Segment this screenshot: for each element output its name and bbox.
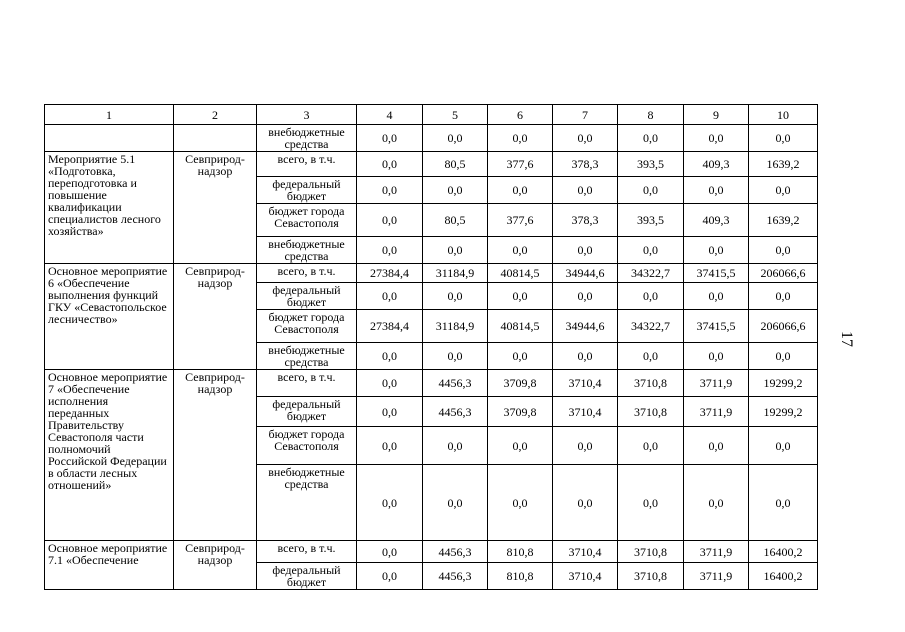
header-cell: 6 [488, 105, 553, 125]
value-cell: 0,0 [488, 125, 553, 152]
activity-name-cell: Основное мероприятие 7 «Обеспечение исполнения переданных Правительству Севастополя части полномочий Российской Федерации в области лесных отношений» [45, 370, 174, 541]
value-cell: 0,0 [684, 125, 749, 152]
value-cell: 0,0 [749, 465, 818, 541]
value-cell: 409,3 [684, 204, 749, 237]
value-cell: 0,0 [423, 283, 488, 310]
value-cell: 0,0 [357, 397, 423, 427]
header-cell: 2 [174, 105, 257, 125]
value-cell: 4456,3 [423, 397, 488, 427]
activity-name-cell: Основное мероприятие 6 «Обеспечение выполнения функций ГКУ «Севастопольское лесничество» [45, 264, 174, 370]
value-cell: 3710,4 [553, 541, 618, 563]
value-cell: 0,0 [357, 152, 423, 177]
value-cell: 810,8 [488, 541, 553, 563]
value-cell: 0,0 [488, 177, 553, 204]
table-body [45, 105, 818, 590]
value-cell: 0,0 [553, 177, 618, 204]
value-cell: 4456,3 [423, 541, 488, 563]
value-cell: 393,5 [618, 152, 684, 177]
executor-cell: Севприрод-надзор [174, 370, 257, 541]
value-cell: 378,3 [553, 204, 618, 237]
header-cell: 7 [553, 105, 618, 125]
value-cell: 0,0 [684, 237, 749, 264]
value-cell: 37415,5 [684, 264, 749, 283]
value-cell: 3711,9 [684, 563, 749, 590]
value-cell: 378,3 [553, 152, 618, 177]
value-cell: 0,0 [488, 465, 553, 541]
value-cell: 0,0 [749, 237, 818, 264]
value-cell: 3709,8 [488, 370, 553, 397]
value-cell: 0,0 [488, 237, 553, 264]
value-cell: 0,0 [618, 465, 684, 541]
value-cell: 31184,9 [423, 310, 488, 343]
value-cell: 0,0 [423, 427, 488, 465]
activity-name-cell: Мероприятие 5.1 «Подготовка, переподготовка и повышение квалификации специалистов лесного хозяйства» [45, 152, 174, 264]
page-number: 17 [838, 331, 855, 347]
value-cell: 3710,8 [618, 397, 684, 427]
funding-source-cell: федеральный бюджет [257, 397, 357, 427]
value-cell: 1639,2 [749, 152, 818, 177]
value-cell: 0,0 [423, 125, 488, 152]
value-cell: 0,0 [749, 125, 818, 152]
value-cell: 0,0 [749, 177, 818, 204]
value-cell: 0,0 [357, 237, 423, 264]
funding-source-cell: бюджет города Севастополя [257, 310, 357, 343]
value-cell: 0,0 [618, 237, 684, 264]
executor-cell: Севприрод-надзор [174, 152, 257, 264]
table-row [45, 152, 818, 177]
value-cell: 3711,9 [684, 541, 749, 563]
header-cell: 3 [257, 105, 357, 125]
value-cell: 409,3 [684, 152, 749, 177]
value-cell: 3711,9 [684, 397, 749, 427]
value-cell: 19299,2 [749, 370, 818, 397]
value-cell: 0,0 [618, 177, 684, 204]
value-cell: 3710,8 [618, 563, 684, 590]
value-cell: 40814,5 [488, 310, 553, 343]
value-cell: 3709,8 [488, 397, 553, 427]
funding-source-cell: федеральный бюджет [257, 563, 357, 590]
value-cell: 0,0 [618, 343, 684, 370]
value-cell: 16400,2 [749, 541, 818, 563]
value-cell: 4456,3 [423, 370, 488, 397]
value-cell: 34322,7 [618, 264, 684, 283]
funding-source-cell: бюджет города Севастополя [257, 204, 357, 237]
header-cell: 5 [423, 105, 488, 125]
value-cell: 0,0 [684, 343, 749, 370]
value-cell: 377,6 [488, 204, 553, 237]
value-cell: 3710,4 [553, 397, 618, 427]
value-cell: 810,8 [488, 563, 553, 590]
budget-table [44, 104, 818, 590]
funding-source-cell: федеральный бюджет [257, 283, 357, 310]
value-cell: 0,0 [357, 427, 423, 465]
value-cell: 0,0 [357, 563, 423, 590]
value-cell: 0,0 [749, 283, 818, 310]
header-cell: 10 [749, 105, 818, 125]
value-cell: 0,0 [357, 177, 423, 204]
funding-source-cell: внебюджетные средства [257, 465, 357, 541]
table-row [45, 125, 818, 152]
funding-source-cell: всего, в т.ч. [257, 370, 357, 397]
value-cell: 34322,7 [618, 310, 684, 343]
value-cell: 0,0 [553, 237, 618, 264]
executor-cell: Севприрод-надзор [174, 541, 257, 590]
value-cell: 19299,2 [749, 397, 818, 427]
table-row [45, 264, 818, 283]
header-cell: 8 [618, 105, 684, 125]
value-cell: 3710,8 [618, 541, 684, 563]
value-cell: 0,0 [488, 283, 553, 310]
value-cell: 377,6 [488, 152, 553, 177]
value-cell: 0,0 [749, 343, 818, 370]
value-cell: 0,0 [423, 177, 488, 204]
value-cell: 0,0 [357, 370, 423, 397]
value-cell: 0,0 [357, 343, 423, 370]
value-cell: 0,0 [684, 177, 749, 204]
value-cell: 3710,4 [553, 370, 618, 397]
value-cell: 0,0 [618, 427, 684, 465]
value-cell: 0,0 [488, 427, 553, 465]
funding-source-cell: бюджет города Севастополя [257, 427, 357, 465]
value-cell: 0,0 [423, 343, 488, 370]
executor-cell [174, 125, 257, 152]
value-cell: 0,0 [423, 237, 488, 264]
value-cell: 0,0 [488, 343, 553, 370]
value-cell: 0,0 [618, 125, 684, 152]
value-cell: 0,0 [357, 125, 423, 152]
value-cell: 31184,9 [423, 264, 488, 283]
value-cell: 0,0 [357, 465, 423, 541]
funding-source-cell: всего, в т.ч. [257, 264, 357, 283]
funding-source-cell: всего, в т.ч. [257, 541, 357, 563]
funding-source-cell: внебюджетные средства [257, 343, 357, 370]
value-cell: 27384,4 [357, 310, 423, 343]
value-cell: 40814,5 [488, 264, 553, 283]
table-row [45, 370, 818, 397]
value-cell: 3710,8 [618, 370, 684, 397]
value-cell: 3711,9 [684, 370, 749, 397]
funding-source-cell: федеральный бюджет [257, 177, 357, 204]
value-cell: 0,0 [357, 283, 423, 310]
value-cell: 0,0 [553, 465, 618, 541]
value-cell: 4456,3 [423, 563, 488, 590]
value-cell: 1639,2 [749, 204, 818, 237]
header-cell: 1 [45, 105, 174, 125]
value-cell: 206066,6 [749, 264, 818, 283]
value-cell: 206066,6 [749, 310, 818, 343]
value-cell: 0,0 [684, 427, 749, 465]
value-cell: 16400,2 [749, 563, 818, 590]
value-cell: 0,0 [423, 465, 488, 541]
header-cell: 4 [357, 105, 423, 125]
value-cell: 0,0 [618, 283, 684, 310]
funding-source-cell: внебюджетные средства [257, 125, 357, 152]
value-cell: 0,0 [553, 427, 618, 465]
value-cell: 3710,4 [553, 563, 618, 590]
activity-name-cell [45, 125, 174, 152]
value-cell: 0,0 [553, 125, 618, 152]
activity-name-cell: Основное мероприятие 7.1 «Обеспечение [45, 541, 174, 590]
value-cell: 0,0 [553, 343, 618, 370]
value-cell: 0,0 [684, 283, 749, 310]
value-cell: 0,0 [553, 283, 618, 310]
value-cell: 393,5 [618, 204, 684, 237]
header-cell: 9 [684, 105, 749, 125]
value-cell: 80,5 [423, 152, 488, 177]
value-cell: 0,0 [357, 204, 423, 237]
value-cell: 34944,6 [553, 310, 618, 343]
value-cell: 0,0 [684, 465, 749, 541]
funding-source-cell: всего, в т.ч. [257, 152, 357, 177]
value-cell: 34944,6 [553, 264, 618, 283]
value-cell: 37415,5 [684, 310, 749, 343]
header-row [45, 105, 818, 125]
value-cell: 0,0 [749, 427, 818, 465]
table-row [45, 541, 818, 563]
value-cell: 80,5 [423, 204, 488, 237]
value-cell: 27384,4 [357, 264, 423, 283]
funding-source-cell: внебюджетные средства [257, 237, 357, 264]
executor-cell: Севприрод-надзор [174, 264, 257, 370]
value-cell: 0,0 [357, 541, 423, 563]
